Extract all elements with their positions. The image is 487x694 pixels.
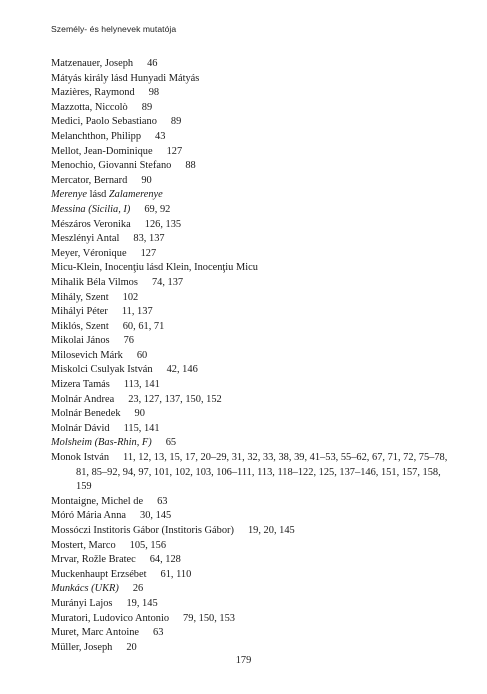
entry-name: Medici, Paolo Sebastiano — [51, 116, 157, 128]
entry-name: Monok István — [51, 452, 110, 464]
entry-name: Mercator, Bernard — [51, 174, 128, 186]
index-entry-messina — [51, 203, 451, 218]
entry-pages: 43 — [155, 130, 166, 142]
index-entry-meyer — [51, 247, 451, 262]
index-entry-merenye — [51, 188, 451, 203]
entry-name: Mazières, Raymond — [51, 87, 135, 99]
entry-pages: 23, 127, 137, 150, 152 — [128, 393, 222, 405]
entry-pages: 105, 156 — [129, 539, 167, 551]
entry-pages: 127 — [166, 145, 183, 157]
index-entry-mazieres — [51, 86, 451, 101]
index-entry-molsheim — [51, 436, 451, 451]
index-entry-molnar-benedek — [51, 407, 451, 422]
entry-name: Matzenauer, Joseph — [51, 58, 134, 69]
entry-name: Muret, Marc Antoine — [51, 627, 140, 639]
index-entry-matzenauer — [51, 57, 451, 72]
entry-name: Mátyás király lásd Hunyadi Mátyás — [51, 72, 200, 84]
entry-pages: 19, 20, 145 — [247, 525, 295, 536]
entry-name: Mazzotta, Niccolò — [51, 101, 128, 113]
index-entry-muratori — [51, 612, 451, 627]
entry-name: Montaigne, Michel de — [51, 495, 144, 507]
entry-name: Mellot, Jean-Dominique — [51, 145, 153, 157]
entry-pages: 19, 145 — [126, 597, 158, 609]
index-entry-meszaros — [51, 218, 451, 233]
entry-pages: 90 — [134, 408, 145, 420]
index-entry-mossoczi — [51, 524, 451, 539]
entry-name — [51, 189, 163, 200]
entry-name: Móró Mária Anna — [51, 510, 127, 522]
entry-pages: 61, 110 — [160, 568, 192, 580]
entry-pages: 127 — [140, 247, 157, 259]
index-entry-matyas-kiraly — [51, 72, 451, 87]
entry-pages: 46 — [147, 58, 158, 69]
entry-pages: 113, 141 — [123, 379, 160, 391]
index-entry-mellot — [51, 145, 451, 160]
index-entry-milosevich — [51, 349, 451, 364]
index-list — [51, 57, 451, 655]
index-entry-micu-klein — [51, 261, 451, 276]
entry-name-place: Merenye — [51, 189, 87, 201]
index-entry-muranyi — [51, 597, 451, 612]
entry-pages: 74, 137 — [151, 276, 184, 288]
index-entry-mihaly-szent — [51, 291, 451, 306]
index-entry-meszlenyi — [51, 232, 451, 247]
entry-name: Meyer, Véronique — [51, 247, 127, 259]
index-entry-mercator — [51, 174, 451, 189]
entry-name: Meszlényi Antal — [51, 233, 120, 245]
entry-name-see: lásd — [86, 189, 109, 201]
index-entry-mazzotta — [51, 101, 451, 116]
entry-name: Munkács (UKR) — [51, 583, 119, 595]
entry-pages: 89 — [170, 116, 182, 128]
entry-name: Mihalik Béla Vilmos — [51, 276, 138, 288]
entry-pages: 98 — [148, 87, 160, 99]
entry-pages: 76 — [123, 335, 134, 347]
entry-name: Messina (Sicilia, I) — [51, 203, 131, 215]
entry-name: Mihály, Szent — [51, 291, 109, 303]
entry-pages: 90 — [141, 174, 152, 186]
entry-pages: 63 — [153, 627, 164, 639]
entry-pages: 102 — [122, 291, 139, 303]
entry-pages: 79, 150, 153 — [183, 612, 235, 624]
entry-name: Milosevich Márk — [51, 349, 123, 361]
index-entry-miklos-szent — [51, 320, 451, 335]
index-entry-moro — [51, 509, 451, 524]
entry-name: Mossóczi Institoris Gábor (Institoris Gábor) — [51, 525, 234, 536]
entry-name: Mostert, Marco — [51, 539, 116, 551]
entry-name-target: Zalamerenye — [108, 189, 163, 201]
entry-pages: 115, 141 — [123, 422, 160, 434]
entry-pages: 42, 146 — [166, 364, 198, 376]
index-entry-muret — [51, 626, 451, 641]
index-entry-mrvar — [51, 553, 451, 568]
index-entry-melanchthon — [51, 130, 451, 145]
index-entry-muller — [51, 641, 451, 656]
entry-name: Mizera Tamás — [51, 379, 110, 391]
index-entry-monok — [51, 451, 451, 495]
entry-pages: 26 — [132, 583, 144, 595]
entry-pages: 30, 145 — [140, 510, 172, 522]
index-entry-molnar-david — [51, 422, 451, 437]
entry-pages: 89 — [141, 101, 153, 113]
entry-name: Muratori, Ludovico Antonio — [51, 612, 170, 624]
entry-name: Murányi Lajos — [51, 597, 113, 609]
index-entry-menochio — [51, 159, 451, 174]
entry-pages: 64, 128 — [149, 554, 181, 566]
index-entry-miskolci — [51, 363, 451, 378]
entry-pages: 65 — [165, 437, 177, 449]
index-entry-muckenhaupt — [51, 568, 451, 583]
entry-name: Molnár Dávid — [51, 422, 110, 434]
entry-pages: 63 — [157, 495, 168, 507]
entry-name: Mrvar, Rožle Bratec — [51, 554, 136, 566]
running-header: Személy- és helynevek mutatója — [51, 24, 177, 34]
entry-pages: 69, 92 — [144, 203, 171, 215]
entry-name: Mészáros Veronika — [51, 218, 131, 230]
entry-name: Muckenhaupt Erzsébet — [51, 568, 147, 580]
entry-name: Miklós, Szent — [51, 320, 109, 332]
entry-name: Mikolai János — [51, 335, 110, 347]
entry-pages: 11, 137 — [121, 306, 153, 318]
index-entry-molnar-andrea — [51, 393, 451, 408]
entry-pages: 60, 61, 71 — [122, 320, 165, 332]
index-entry-medici — [51, 115, 451, 130]
entry-name: Mihályi Péter — [51, 306, 108, 318]
entry-name: Menochio, Giovanni Stefano — [51, 160, 172, 172]
index-entry-mizera — [51, 378, 451, 393]
entry-pages: 60 — [136, 349, 148, 361]
index-entry-munkacs — [51, 582, 451, 597]
entry-pages: 20 — [126, 641, 137, 653]
index-entry-mostert — [51, 539, 451, 554]
entry-name: Melanchthon, Philipp — [51, 130, 142, 142]
page-number: 179 — [235, 655, 252, 666]
index-entry-mihalik — [51, 276, 451, 291]
index-entry-mikolai — [51, 334, 451, 349]
entry-name: Molnár Benedek — [51, 408, 121, 420]
entry-pages: 126, 135 — [144, 218, 182, 230]
entry-name: Molnár Andrea — [51, 393, 115, 405]
index-entry-mihalyi — [51, 305, 451, 320]
entry-pages: 83, 137 — [133, 233, 165, 245]
entry-name: Micu-Klein, Inocenţiu lásd Klein, Inocenţiu Micu — [51, 262, 258, 274]
entry-pages: 11, 12, 13, 15, 17, 20–29, 31, 32, 33, 38, 39, 41–53, 55–62, 67, 71, 72, 75–78, 81, 85–92, 94, 97, 101, 102, 103, 106–111, 113, 118–122, 125, 137–146, 151, 157, 158, 159 — [76, 452, 448, 493]
entry-name: Molsheim (Bas-Rhin, F) — [51, 437, 152, 449]
entry-pages: 88 — [185, 160, 196, 172]
index-entry-montaigne — [51, 495, 451, 510]
entry-name: Miskolci Csulyak István — [51, 364, 153, 376]
entry-name: Müller, Joseph — [51, 641, 113, 653]
